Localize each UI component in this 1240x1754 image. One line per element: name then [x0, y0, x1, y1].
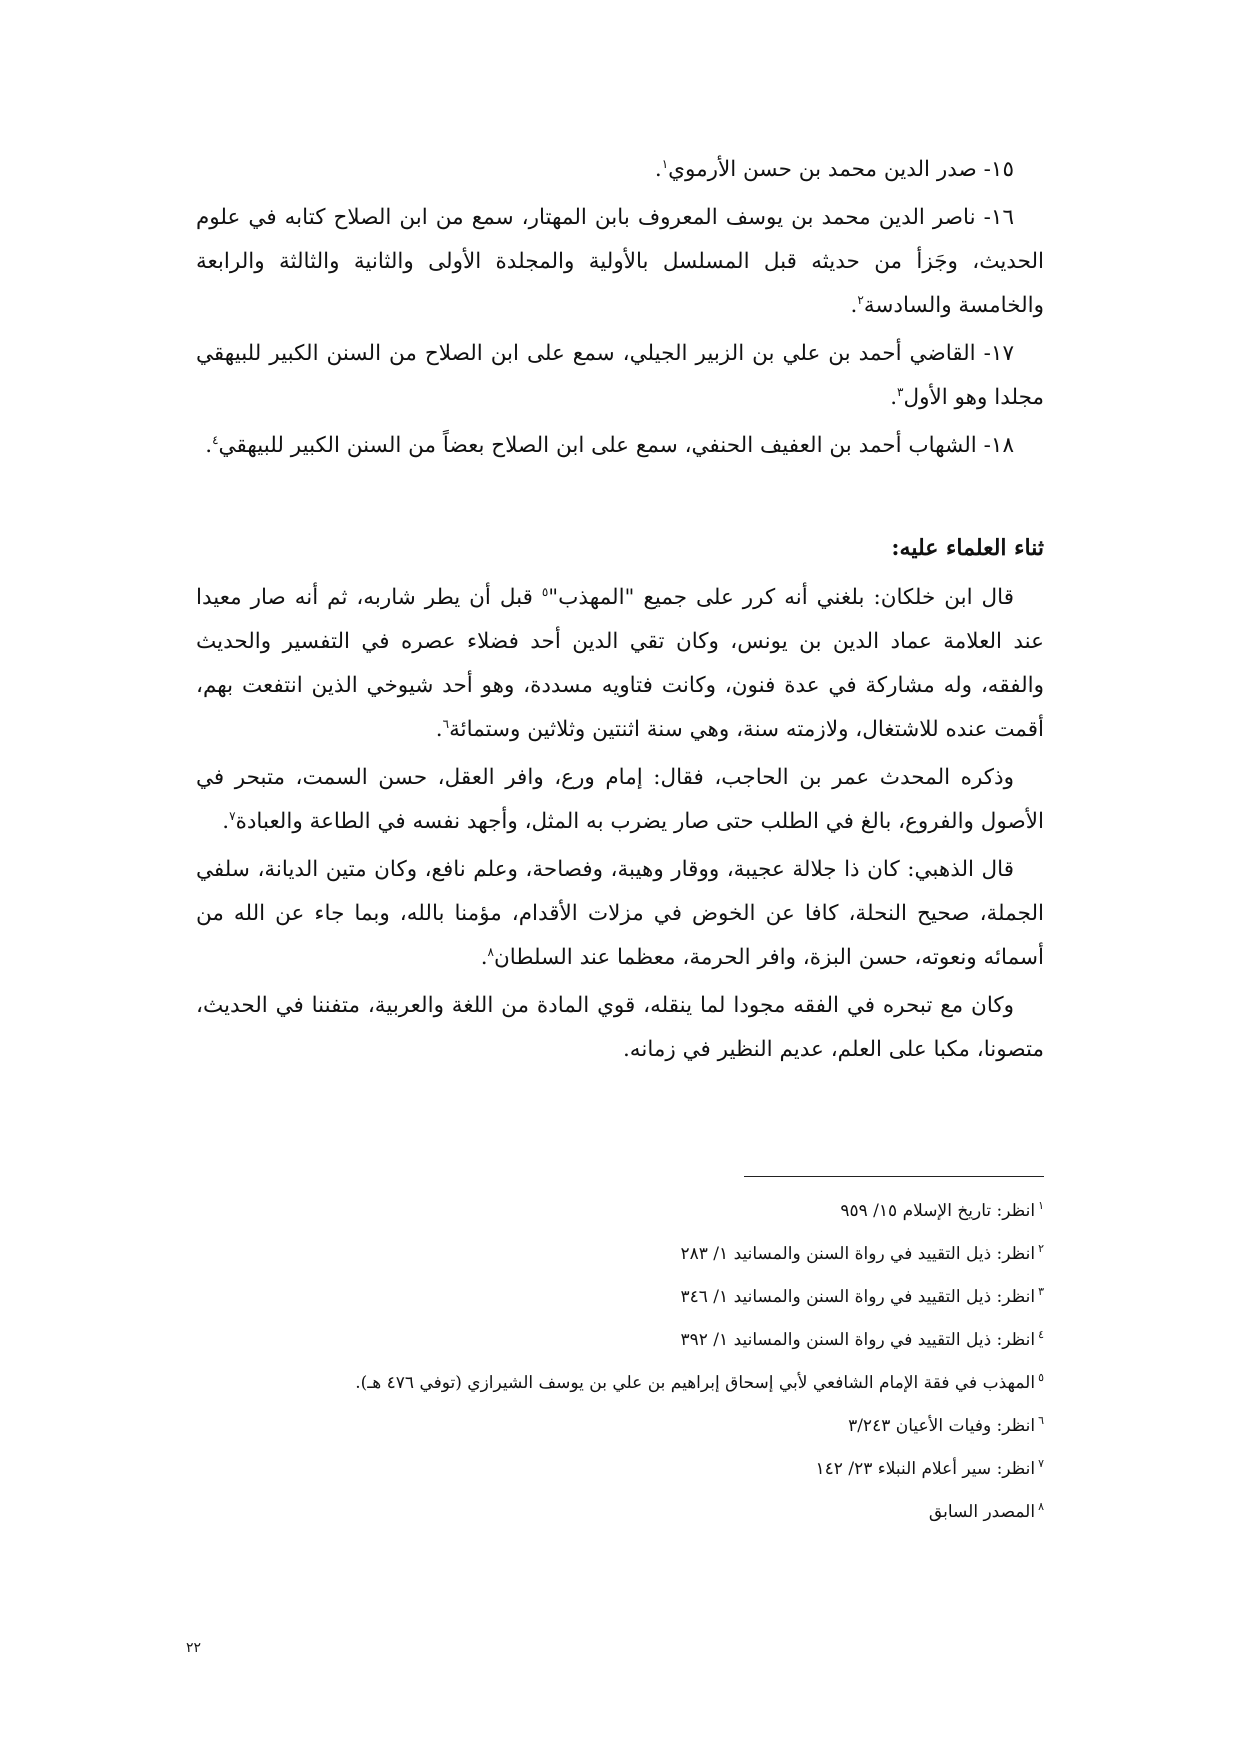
footnote-ref[interactable]: ٨	[487, 944, 494, 959]
footnote	[196, 1491, 1044, 1534]
footnote-number: ٥	[1038, 1371, 1044, 1385]
list-item	[196, 148, 1044, 192]
list-item-tail: .	[654, 157, 662, 182]
paragraph	[196, 984, 1044, 1072]
list-item-tail: .	[850, 293, 858, 318]
footnote-text: انظر: تاريخ الإسلام ١٥/ ٩٥٩	[840, 1201, 1036, 1221]
list-item-text: ١٦- ناصر الدين محمد بن يوسف المعروف بابن المهتار، سمع من ابن الصلاح كتابه في علوم الحديث، وجَزأ من حديثه قبل المسلسل بالأولية والمجلدة الأولى والثانية والثالثة والرابعة والخامسة والسادسة	[196, 205, 1044, 318]
section-heading: ثناء العلماء عليه:	[891, 535, 1044, 561]
footnote-ref[interactable]: ٦	[442, 716, 450, 731]
paragraph-text: وكان مع تبحره في الفقه مجودا لما ينقله، قوي المادة من اللغة والعربية، متفننا في الحديث، متصونا، مكبا على العلم، عديم النظير في زمانه.	[196, 993, 1044, 1062]
page-number: ٢٢	[186, 1640, 202, 1656]
footnote-number: ٦	[1038, 1414, 1044, 1428]
list-item-text: ١٧- القاضي أحمد بن علي بن الزبير الجيلي، سمع على ابن الصلاح من السنن الكبير للبيهقي مجلدا وهو الأول	[196, 341, 1044, 410]
footnote-text: انظر: وفيات الأعيان ٣/٢٤٣	[848, 1416, 1036, 1436]
footnote-text: انظر: ذيل التقييد في رواة السنن والمسانيد ١/ ٣٩٢	[680, 1330, 1036, 1350]
footnote-separator	[744, 1176, 1044, 1177]
paragraph-text: قال الذهبي: كان ذا جلالة عجيبة، ووقار وهيبة، وفصاحة، وعلم نافع، وكان متين الديانة، سلفي الجملة، صحيح النحلة، كافا عن الخوض في مزلات الأقدام، مؤمنا بالله، وبما جاء عن الله من أسمائه ونعوته، حسن البزة، وافر الحرمة، معظما عند السلطان	[196, 857, 1044, 970]
footnote-ref[interactable]: ٥	[541, 584, 549, 599]
footnote-text: المصدر السابق	[928, 1502, 1036, 1522]
footnote-number: ٧	[1038, 1457, 1044, 1471]
footnote-number: ٣	[1038, 1285, 1044, 1299]
list-item-tail: .	[205, 433, 213, 458]
footnote-ref[interactable]: ٣	[897, 384, 904, 399]
paragraph	[196, 756, 1044, 844]
paragraph-text: وذكره المحدث عمر بن الحاجب، فقال: إمام ورع، وافر العقل، حسن السمت، متبحر في الأصول والفروع، بالغ في الطلب حتى صار يضرب به المثل، وأجهد نفسه في الطاعة والعبادة	[196, 765, 1044, 834]
footnote	[196, 1405, 1044, 1448]
footnote	[196, 1190, 1044, 1233]
footnote-number: ٤	[1038, 1328, 1044, 1342]
footnotes	[196, 1190, 1044, 1534]
list-item-text: ١٥- صدر الدين محمد بن حسن الأرموي	[668, 157, 1014, 182]
list-item-tail: .	[890, 385, 898, 410]
list-item	[196, 332, 1044, 420]
footnote-number: ١	[1038, 1199, 1044, 1213]
footnote-ref[interactable]: ١	[661, 156, 669, 171]
body-text	[196, 148, 1044, 1076]
paragraph-text: قبل أن يطر شاربه، ثم أنه صار معيدا عند العلامة عماد الدين بن يونس، وكان تقي الدين أحد فضلاء عصره في التفسير والحديث والفقه، وله مشاركة في عدة فنون، وكانت فتاويه مسددة، وهو أحد شيوخي الذين انتفعت بهم، أقمت عنده للاشتغال، ولازمته سنة، وهي سنة اثنتين وثلاثين وستمائة	[196, 585, 1044, 742]
paragraph-text: قال ابن خلكان: بلغني أنه كرر على جميع "المهذب"	[548, 585, 1014, 610]
footnote	[196, 1319, 1044, 1362]
footnote-number: ٢	[1038, 1242, 1044, 1256]
footnote	[196, 1233, 1044, 1276]
list-item	[196, 196, 1044, 328]
paragraph-tail: .	[222, 809, 230, 834]
footnote-ref[interactable]: ٢	[857, 292, 864, 307]
paragraph	[196, 576, 1044, 752]
footnote-ref[interactable]: ٤	[212, 432, 219, 447]
footnote-text: انظر: ذيل التقييد في رواة السنن والمسانيد ١/ ٢٨٣	[680, 1244, 1036, 1264]
paragraph-tail: .	[480, 945, 488, 970]
list-item	[196, 424, 1044, 468]
footnote	[196, 1276, 1044, 1319]
footnote	[196, 1362, 1044, 1405]
footnote-ref[interactable]: ٧	[229, 808, 236, 823]
footnote-number: ٨	[1038, 1500, 1044, 1514]
footnote-text: المهذب في فقة الإمام الشافعي لأبي إسحاق إبراهيم بن علي بن يوسف الشيرازي (توفي ٤٧٦ هـ).	[355, 1373, 1036, 1393]
paragraph-tail: .	[435, 717, 443, 742]
footnote-text: انظر: سير أعلام النبلاء ٢٣/ ١٤٢	[815, 1459, 1036, 1479]
footnote	[196, 1448, 1044, 1491]
list-item-text: ١٨- الشهاب أحمد بن العفيف الحنفي، سمع على ابن الصلاح بعضاً من السنن الكبير للبيهقي	[218, 433, 1014, 458]
paragraph	[196, 848, 1044, 980]
footnote-text: انظر: ذيل التقييد في رواة السنن والمسانيد ١/ ٣٤٦	[680, 1287, 1036, 1307]
